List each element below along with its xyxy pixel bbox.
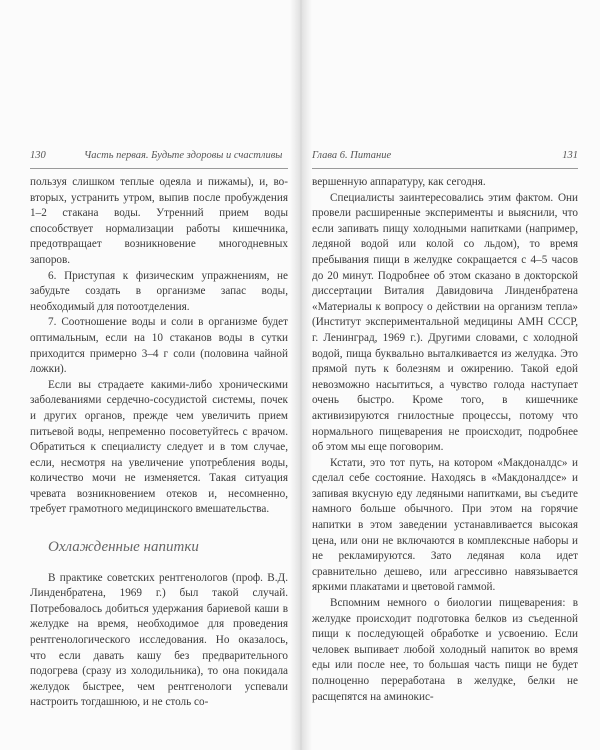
paragraph: Вспомним немного о биологии пищеварения: в желудке происходит подготовка белков из съеденной пищи к последующей обработке и усвоению. Если человек выпивает любой холодный напиток во время еды или после нее, то большая часть пищи не будет полноценно переработана в желудке, белки не расщепятся на аминокис- — [312, 597, 578, 703]
left-page — [30, 150, 288, 711]
left-page-header — [30, 150, 288, 169]
left-running-head: Часть первая. Будьте здоровы и счастливы — [84, 150, 283, 161]
section-heading: Охлажденные напитки — [48, 539, 199, 556]
paragraph: Кстати, это тот путь, на котором «Макдоналдс» и сделал себе состояние. Находясь в «Макдоналдсе» и запивая вкусную еду ледяными напитками, вы съедите намного больше обычного. При этом на горячие напитки в этом заведении устанавливается высокая цена, или они не включаются в комплексные наборы и не рекламируются. Зато ледяная кола идет сравнительно дешево, или агрессивно навязывается яркими плакатами и цветовой гаммой. — [312, 456, 578, 594]
book-gutter — [290, 0, 312, 750]
paragraph: В практике советских рентгенологов (проф. В.Д. Линденбратена, 1969 г.) был такой случай. Потребовалось добиться удержания бариевой каши в желудке на время, необходимое для проведения рентгенологического исследования. Но оказалось, что если давать кашу без предварительного подогрева (сразу из холодильника), то она покидала желудок быстрее, чем рентгенологи успевали настроить тогдашнюю, и не столь со- — [30, 571, 288, 709]
right-page-header — [312, 150, 578, 169]
left-page-body — [30, 175, 288, 711]
paragraph: Если вы страдаете какими-либо хроническими заболеваниями сердечно-сосудистой системы, почек и других органов, прежде чем увеличить прием питьевой воды, непременно посоветуйтесь с врачом. Обратиться к специалисту следует и в том случае, если, несмотря на увеличение употребления воды, количество мочи не изменяется. Такая ситуация чревата возникновением отеков и, несомненно, требует грамотного медицинского вмешательства. — [30, 378, 288, 516]
right-running-head: Глава 6. Питание — [312, 150, 392, 161]
paragraph: 6. Приступая к физическим упражнениям, не забудьте создать в организме запас воды, необходимый для потоотделения. — [30, 269, 288, 313]
paragraph: вершенную аппаратуру, как сегодня. — [312, 176, 486, 188]
left-page-number: 130 — [30, 150, 46, 161]
right-page-number: 131 — [562, 150, 578, 161]
paragraph: 7. Соотношение воды и соли в организме будет оптимальным, если на 10 стаканов воды в сутки приходится примерно 3–4 г соли (половина чайной ложки). — [30, 316, 288, 376]
paragraph: Специалисты заинтересовались этим фактом. Они провели расширенные эксперименты и выяснили, что если запивать пищу холодными напитками (например, ледяной водой или колой со льдом), то время пребывания пищи в желудке сокращается с 4–5 часов до 20 минут. Подробнее об этом сказано в докторской диссертации Виталия Давидовича Линденбратена «Материалы к вопросу о действии на организм тепла» (Институт экспериментальной медицины АМН СССР, г. Ленинград, 1969 г.). Другими словами, с холодной водой, пища буквально выталкивается из желудка. Это прямой путь к болезням и ожирению. Такой едой невозможно насытиться, а чувство голода наступает очень быстро. Кроме того, в кишечнике активизируются гнилостные процессы, потому что нормального пищеварения не происходит, подробнее об этом мы еще поговорим. — [312, 191, 578, 454]
paragraph: пользуя слишком теплые одеяла и пижамы), и, во-вторых, устранить утром, выпив после пробуждения 1–2 стакана воды. Утренний прием воды способствует нормализации работы кишечника, предотвращает возникновение многодневных запоров. — [30, 176, 288, 266]
right-page — [312, 150, 578, 705]
right-page-body — [312, 175, 578, 705]
